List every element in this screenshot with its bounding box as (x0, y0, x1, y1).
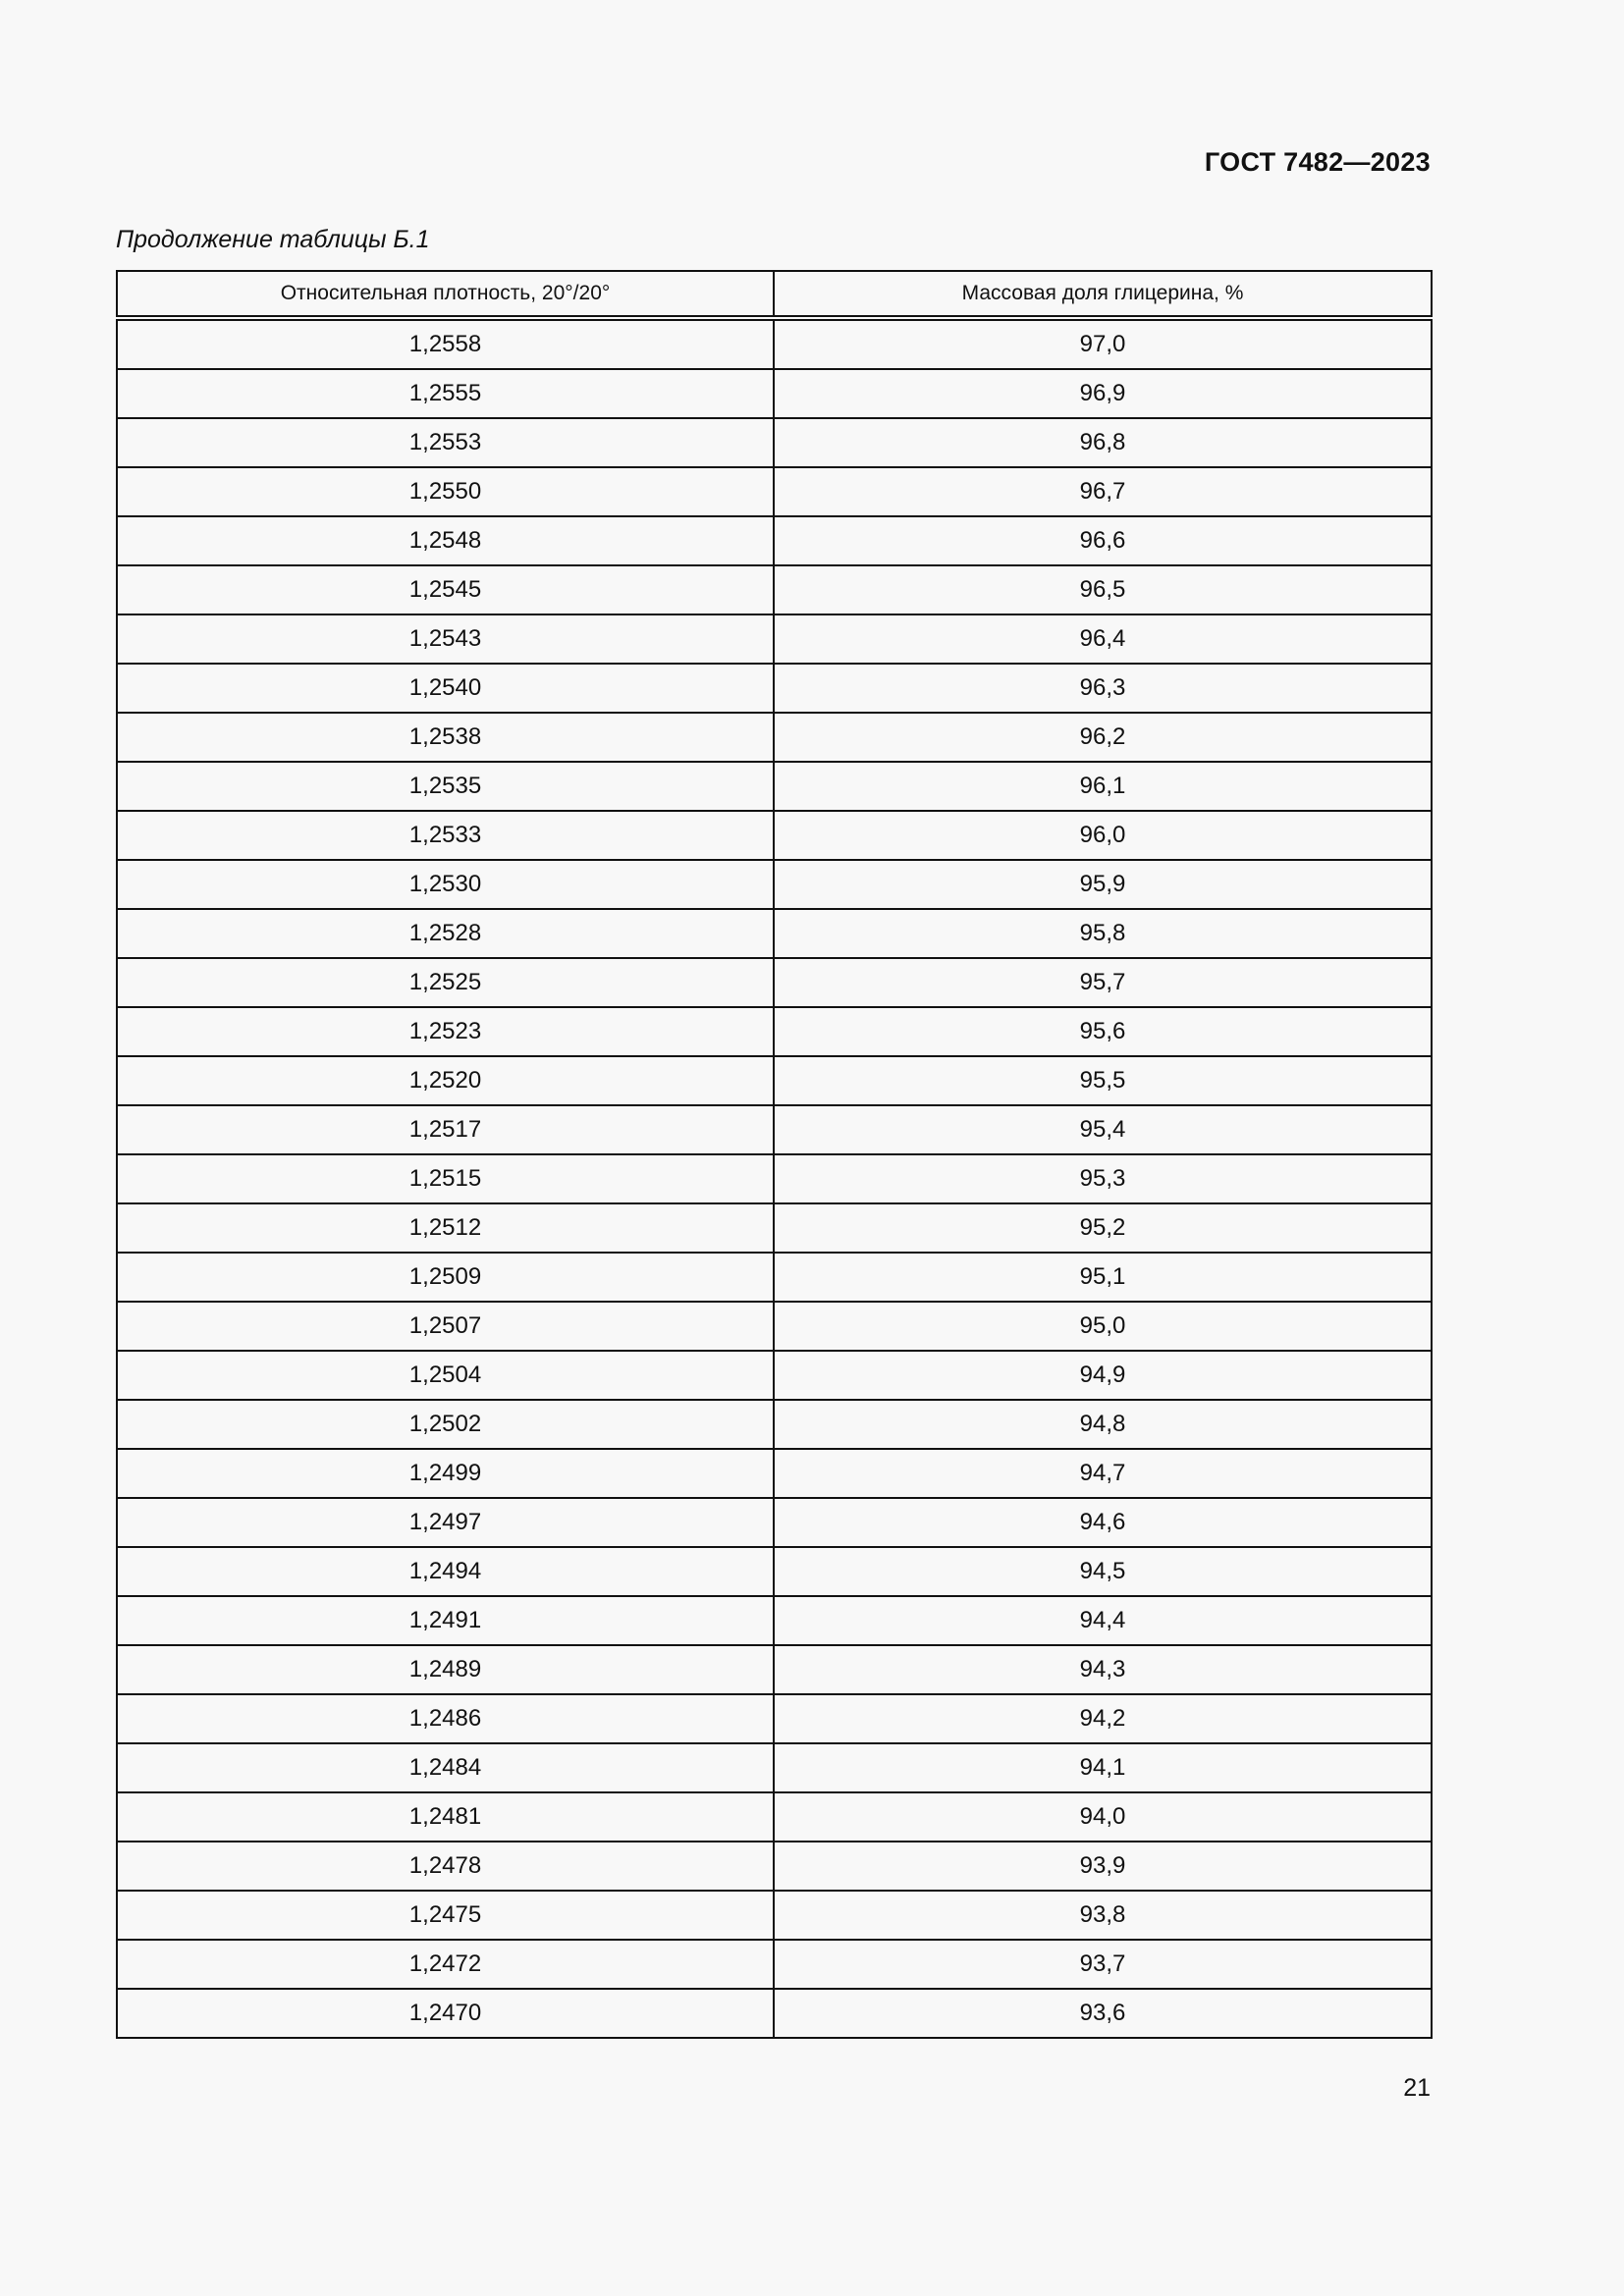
cell-relative-density: 1,2543 (117, 614, 774, 664)
cell-glycerin-mass-fraction: 95,8 (774, 909, 1432, 958)
table-row (117, 516, 1432, 565)
cell-relative-density: 1,2502 (117, 1400, 774, 1449)
table-row (117, 1792, 1432, 1842)
table-row (117, 1891, 1432, 1940)
cell-relative-density: 1,2497 (117, 1498, 774, 1547)
table-row (117, 1940, 1432, 1989)
cell-glycerin-mass-fraction: 96,8 (774, 418, 1432, 467)
table-row (117, 1645, 1432, 1694)
cell-glycerin-mass-fraction: 94,2 (774, 1694, 1432, 1743)
cell-glycerin-mass-fraction: 94,5 (774, 1547, 1432, 1596)
table-row (117, 1007, 1432, 1056)
cell-glycerin-mass-fraction: 94,9 (774, 1351, 1432, 1400)
table-row (117, 1989, 1432, 2038)
column-header-relative-density: Относительная плотность, 20°/20° (117, 271, 774, 318)
cell-relative-density: 1,2491 (117, 1596, 774, 1645)
cell-glycerin-mass-fraction: 95,1 (774, 1253, 1432, 1302)
cell-relative-density: 1,2486 (117, 1694, 774, 1743)
cell-relative-density: 1,2550 (117, 467, 774, 516)
cell-glycerin-mass-fraction: 96,1 (774, 762, 1432, 811)
cell-relative-density: 1,2494 (117, 1547, 774, 1596)
cell-glycerin-mass-fraction: 96,2 (774, 713, 1432, 762)
table-row (117, 1498, 1432, 1547)
table-row (117, 958, 1432, 1007)
table-row (117, 1351, 1432, 1400)
cell-glycerin-mass-fraction: 93,6 (774, 1989, 1432, 2038)
cell-relative-density: 1,2553 (117, 418, 774, 467)
cell-relative-density: 1,2512 (117, 1203, 774, 1253)
table-row (117, 1302, 1432, 1351)
cell-relative-density: 1,2533 (117, 811, 774, 860)
table-row (117, 467, 1432, 516)
table-row (117, 1400, 1432, 1449)
cell-relative-density: 1,2558 (117, 318, 774, 369)
cell-relative-density: 1,2545 (117, 565, 774, 614)
table-row (117, 369, 1432, 418)
table-row (117, 1596, 1432, 1645)
table-body (117, 318, 1432, 2038)
cell-glycerin-mass-fraction: 95,6 (774, 1007, 1432, 1056)
cell-glycerin-mass-fraction: 96,0 (774, 811, 1432, 860)
cell-glycerin-mass-fraction: 94,3 (774, 1645, 1432, 1694)
cell-relative-density: 1,2489 (117, 1645, 774, 1694)
cell-glycerin-mass-fraction: 95,4 (774, 1105, 1432, 1154)
table-row (117, 1694, 1432, 1743)
cell-relative-density: 1,2470 (117, 1989, 774, 2038)
table-row (117, 860, 1432, 909)
table-row (117, 1743, 1432, 1792)
table-row (117, 1105, 1432, 1154)
cell-glycerin-mass-fraction: 94,0 (774, 1792, 1432, 1842)
table-row (117, 713, 1432, 762)
page-number: 21 (1403, 2074, 1431, 2102)
cell-relative-density: 1,2538 (117, 713, 774, 762)
cell-relative-density: 1,2520 (117, 1056, 774, 1105)
table-row (117, 318, 1432, 369)
cell-glycerin-mass-fraction: 95,7 (774, 958, 1432, 1007)
cell-relative-density: 1,2484 (117, 1743, 774, 1792)
table-row (117, 565, 1432, 614)
table-row (117, 1547, 1432, 1596)
cell-glycerin-mass-fraction: 96,9 (774, 369, 1432, 418)
column-header-glycerin-mass-fraction: Массовая доля глицерина, % (774, 271, 1432, 318)
cell-relative-density: 1,2535 (117, 762, 774, 811)
cell-glycerin-mass-fraction: 95,0 (774, 1302, 1432, 1351)
cell-glycerin-mass-fraction: 94,6 (774, 1498, 1432, 1547)
table-row (117, 762, 1432, 811)
cell-relative-density: 1,2523 (117, 1007, 774, 1056)
table-row (117, 1203, 1432, 1253)
cell-glycerin-mass-fraction: 93,9 (774, 1842, 1432, 1891)
cell-relative-density: 1,2504 (117, 1351, 774, 1400)
cell-glycerin-mass-fraction: 93,7 (774, 1940, 1432, 1989)
glycerin-density-table (116, 270, 1433, 2039)
cell-glycerin-mass-fraction: 94,7 (774, 1449, 1432, 1498)
cell-relative-density: 1,2478 (117, 1842, 774, 1891)
cell-relative-density: 1,2555 (117, 369, 774, 418)
cell-relative-density: 1,2499 (117, 1449, 774, 1498)
cell-glycerin-mass-fraction: 96,3 (774, 664, 1432, 713)
table-row (117, 1056, 1432, 1105)
cell-glycerin-mass-fraction: 97,0 (774, 318, 1432, 369)
table-row (117, 418, 1432, 467)
table-row (117, 614, 1432, 664)
cell-relative-density: 1,2507 (117, 1302, 774, 1351)
cell-glycerin-mass-fraction: 95,9 (774, 860, 1432, 909)
cell-relative-density: 1,2517 (117, 1105, 774, 1154)
cell-glycerin-mass-fraction: 96,4 (774, 614, 1432, 664)
cell-glycerin-mass-fraction: 94,4 (774, 1596, 1432, 1645)
table-caption: Продолжение таблицы Б.1 (116, 226, 430, 253)
cell-glycerin-mass-fraction: 96,6 (774, 516, 1432, 565)
cell-glycerin-mass-fraction: 96,5 (774, 565, 1432, 614)
cell-glycerin-mass-fraction: 94,8 (774, 1400, 1432, 1449)
cell-relative-density: 1,2475 (117, 1891, 774, 1940)
cell-glycerin-mass-fraction: 93,8 (774, 1891, 1432, 1940)
cell-relative-density: 1,2481 (117, 1792, 774, 1842)
cell-relative-density: 1,2472 (117, 1940, 774, 1989)
table-row (117, 1154, 1432, 1203)
cell-glycerin-mass-fraction: 95,3 (774, 1154, 1432, 1203)
cell-glycerin-mass-fraction: 95,5 (774, 1056, 1432, 1105)
cell-relative-density: 1,2548 (117, 516, 774, 565)
table-row (117, 664, 1432, 713)
table-row (117, 1449, 1432, 1498)
cell-glycerin-mass-fraction: 95,2 (774, 1203, 1432, 1253)
cell-relative-density: 1,2509 (117, 1253, 774, 1302)
cell-relative-density: 1,2525 (117, 958, 774, 1007)
cell-relative-density: 1,2515 (117, 1154, 774, 1203)
cell-relative-density: 1,2528 (117, 909, 774, 958)
table-row (117, 909, 1432, 958)
cell-relative-density: 1,2530 (117, 860, 774, 909)
table-row (117, 1253, 1432, 1302)
document-code: ГОСТ 7482—2023 (1204, 147, 1431, 177)
table-header-row (117, 271, 1432, 318)
cell-relative-density: 1,2540 (117, 664, 774, 713)
cell-glycerin-mass-fraction: 94,1 (774, 1743, 1432, 1792)
table-row (117, 1842, 1432, 1891)
cell-glycerin-mass-fraction: 96,7 (774, 467, 1432, 516)
table-row (117, 811, 1432, 860)
